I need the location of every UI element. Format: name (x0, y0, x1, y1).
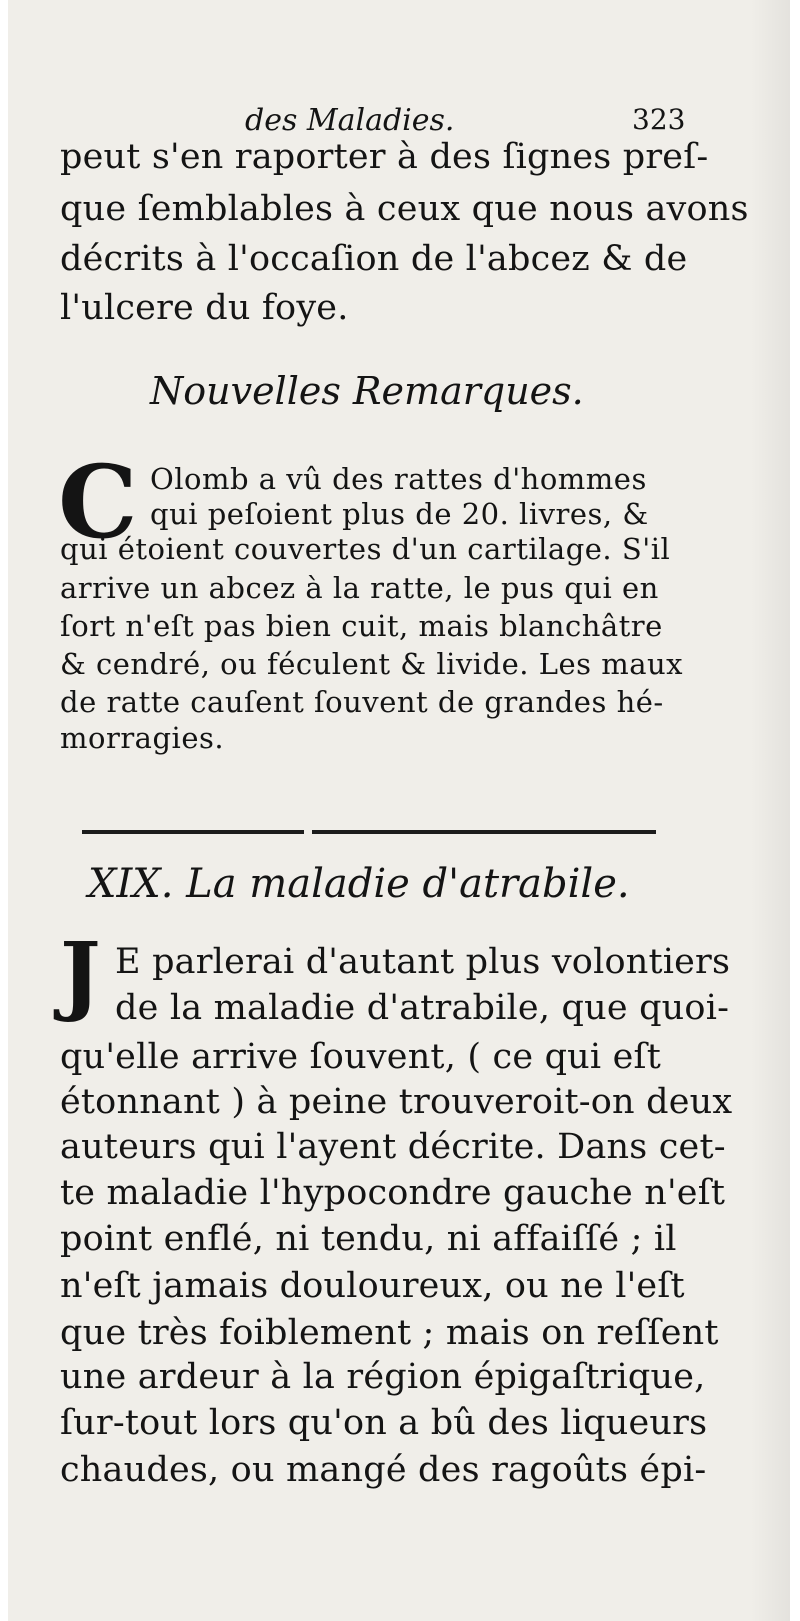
page-edge-shadow (750, 0, 790, 1621)
text-line: n'eſt jamais douloureux, ou ne l'eſt (60, 1266, 685, 1306)
text-line: qu'elle arrive ſouvent, ( ce qui eſt (60, 1037, 661, 1077)
section-divider-left (82, 830, 304, 834)
text-line: Olomb a vû des rattes d'hommes (150, 462, 647, 496)
drop-cap-c: C (58, 443, 138, 561)
text-line: de ratte cauſent ſouvent de grandes hé- (60, 685, 664, 719)
text-line: arrive un abcez à la ratte, le pus qui en (60, 571, 659, 605)
text-line: auteurs qui l'ayent décrite. Dans cet- (60, 1127, 726, 1167)
text-line: chaudes, ou mangé des ragoûts épi- (60, 1450, 707, 1490)
text-line: une ardeur à la région épigaſtrique, (60, 1357, 706, 1397)
text-line: peut s'en raporter à des ſignes preſ- (60, 137, 709, 177)
text-line: ſort n'eſt pas bien cuit, mais blanchâtre (60, 609, 663, 643)
running-header-title: des Maladies. (245, 103, 455, 138)
text-line: E parlerai d'autant plus volontiers (115, 942, 731, 982)
text-line: décrits à l'occaſion de l'abcez & de (60, 239, 688, 279)
text-line: de la maladie d'atrabile, que quoi- (115, 988, 730, 1028)
section-divider-right (312, 830, 656, 834)
section-heading: XIX. La maladie d'atrabile. (88, 861, 630, 907)
text-line: que ſemblables à ceux que nous avons (60, 189, 749, 229)
text-line: l'ulcere du foye. (60, 288, 349, 328)
text-line: te maladie l'hypocondre gauche n'eſt (60, 1173, 726, 1213)
text-line: point enflé, ni tendu, ni affaiſſé ; il (60, 1219, 677, 1259)
text-line: qui peſoient plus de 20. livres, & (150, 497, 649, 531)
text-line: & cendré, ou féculent & livide. Les maux (60, 647, 684, 681)
text-line: que très foiblement ; mais on reſſent (60, 1313, 719, 1353)
page-number: 323 (632, 103, 686, 136)
remarks-heading: Nouvelles Remarques. (150, 369, 584, 413)
text-line: morragies. (60, 721, 225, 755)
text-line: étonnant ) à peine trouveroit-on deux (60, 1082, 733, 1122)
text-line: ſur-tout lors qu'on a bû des liqueurs (60, 1403, 708, 1443)
drop-cap-j: J (60, 924, 101, 1025)
text-line: qui étoient couvertes d'un cartilage. S'il (60, 532, 671, 566)
